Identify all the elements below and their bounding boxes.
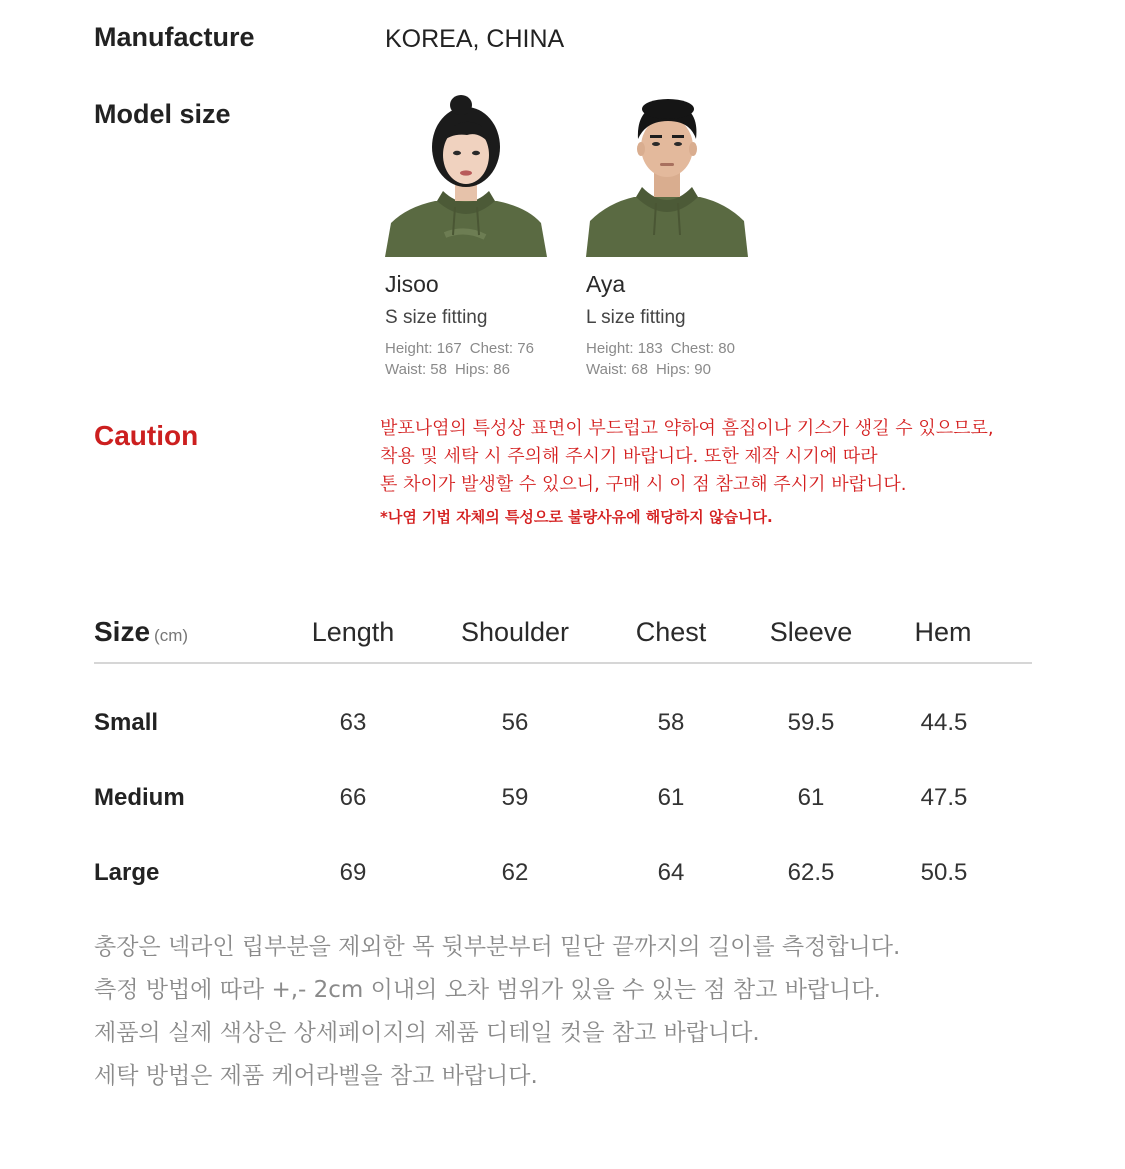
model-photo-aya (586, 95, 748, 257)
column-header-hem: Hem (914, 617, 972, 647)
caution-line: 톤 차이가 발생할 수 있으니, 구매 시 이 점 참고해 주시기 바랍니다. (380, 474, 907, 495)
table-cell: 69 (339, 859, 367, 886)
model-waist: Waist: 58 (385, 361, 447, 378)
column-header-chest: Chest (635, 617, 707, 647)
caution-label: Caution (94, 420, 199, 451)
table-cell: 61 (657, 784, 685, 811)
note-line: 측정 방법에 따라 +,- 2cm 이내의 오차 범위가 있을 수 있는 점 참고 바랍니다. (94, 977, 881, 1003)
table-cell: 64 (657, 859, 685, 886)
table-cell: 58 (657, 709, 685, 736)
table-cell: 61 (797, 784, 825, 811)
model-chest: Chest: 76 (469, 340, 534, 357)
table-cell: 47.5 (920, 784, 968, 811)
model-card-aya (586, 95, 766, 380)
model-fitting: S size fitting (385, 307, 488, 328)
row-label-small: Small (94, 709, 159, 736)
model-height: Height: 167 (385, 340, 462, 357)
model-measurements (586, 338, 766, 380)
table-cell: 59 (501, 784, 529, 811)
model-name: Jisoo (385, 271, 439, 297)
measurement-notes (94, 926, 900, 1098)
size-header-label: Size (94, 616, 151, 647)
model-hips: Hips: 90 (655, 361, 711, 378)
size-header (94, 616, 188, 648)
table-cell: 56 (501, 709, 529, 736)
model-fitting: L size fitting (586, 307, 686, 328)
model-measurements (385, 338, 565, 380)
model-portrait-jisoo-image (385, 95, 547, 257)
model-portrait-aya-image (586, 95, 748, 257)
caution-text (380, 415, 994, 499)
size-unit: (cm) (154, 626, 189, 645)
model-waist: Waist: 68 (586, 361, 648, 378)
row-label-medium: Medium (94, 784, 185, 811)
model-card-jisoo (385, 95, 565, 380)
column-header-sleeve: Sleeve (769, 617, 853, 647)
table-cell: 66 (339, 784, 367, 811)
model-name: Aya (586, 271, 626, 297)
table-cell: 59.5 (787, 709, 835, 736)
table-cell: 63 (339, 709, 367, 736)
caution-line: 발포나염의 특성상 표면이 부드럽고 약하여 흠집이나 기스가 생길 수 있으므로, (380, 418, 994, 439)
caution-line: 착용 및 세탁 시 주의해 주시기 바랍니다. 또한 제작 시기에 따라 (380, 446, 878, 467)
model-chest: Chest: 80 (670, 340, 735, 357)
caution-note: *나염 기법 자체의 특성으로 불량사유에 해당하지 않습니다. (380, 508, 773, 526)
table-cell: 62.5 (787, 859, 835, 886)
model-photo-jisoo (385, 95, 547, 257)
model-size-label: Model size (94, 99, 231, 129)
note-line: 제품의 실제 색상은 상세페이지의 제품 디테일 컷을 참고 바랍니다. (94, 1020, 760, 1046)
row-label-large: Large (94, 859, 160, 886)
column-header-length: Length (311, 617, 395, 647)
manufacture-value: KOREA, CHINA (385, 25, 565, 53)
model-hips: Hips: 86 (454, 361, 510, 378)
table-cell: 44.5 (920, 709, 968, 736)
manufacture-label: Manufacture (94, 22, 255, 52)
table-cell: 50.5 (920, 859, 968, 886)
table-cell: 62 (501, 859, 529, 886)
table-divider (94, 662, 1032, 664)
column-header-shoulder: Shoulder (460, 617, 570, 647)
note-line: 세탁 방법은 제품 케어라벨을 참고 바랍니다. (94, 1063, 538, 1089)
model-height: Height: 183 (586, 340, 663, 357)
note-line: 총장은 넥라인 립부분을 제외한 목 뒷부분부터 밑단 끝까지의 길이를 측정합니다. (94, 934, 901, 960)
